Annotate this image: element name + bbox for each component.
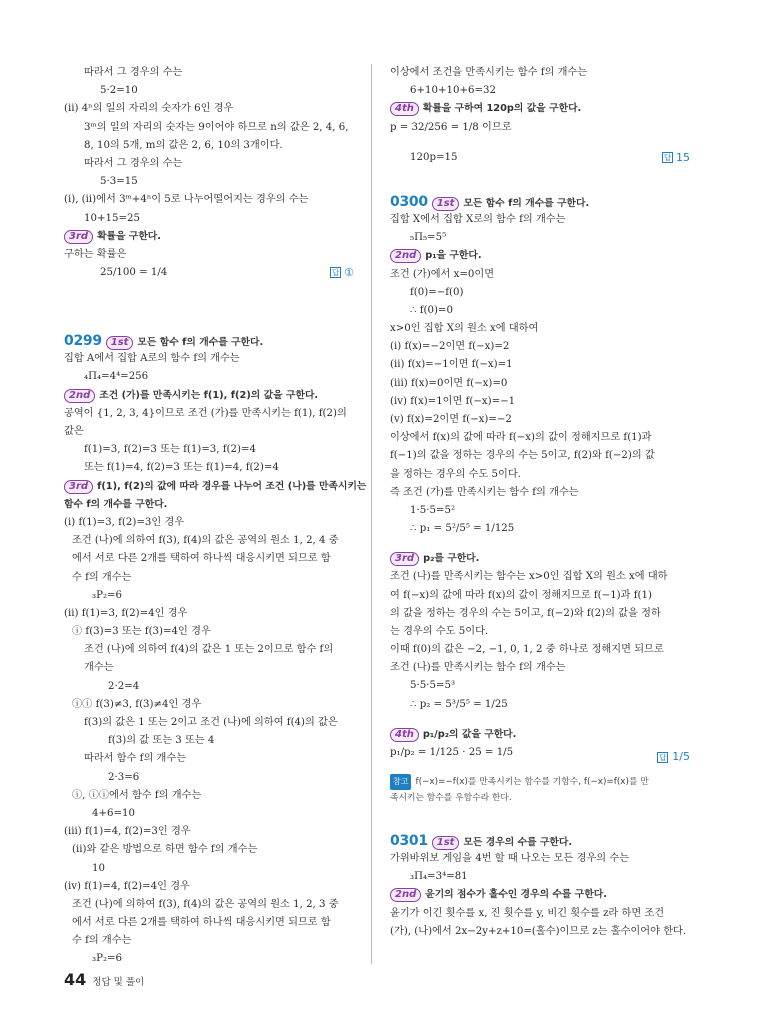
problem-number: 0301 bbox=[390, 832, 428, 849]
text-line: 조건 (나)에 의하여 f(3), f(4)의 값은 공역의 원소 1, 2, 4 중 bbox=[72, 535, 339, 547]
fraction-equation: 25/100 = 1/4 bbox=[100, 267, 168, 279]
text-line: 조건 (나)에 의하여 f(3), f(4)의 값은 공역의 원소 1, 2, 3 중 bbox=[72, 898, 339, 910]
step-badge: 3rd bbox=[64, 230, 93, 244]
problem-heading bbox=[390, 193, 690, 211]
case-heading: (ii) 4ⁿ의 일의 자리의 숫자가 6인 경우 bbox=[64, 103, 234, 115]
text-line: 이상에서 조건을 만족시키는 함수 f의 개수는 bbox=[390, 67, 588, 78]
case-heading: (i) f(1)=3, f(2)=3인 경우 bbox=[64, 516, 185, 528]
text-line: 집합 X에서 집합 X로의 함수 f의 개수는 bbox=[390, 213, 566, 225]
math-line: 5·3=15 bbox=[100, 176, 138, 188]
note-line bbox=[390, 774, 690, 790]
answer bbox=[662, 149, 690, 167]
text-line: 는 경우의 수도 5이다. bbox=[390, 625, 489, 637]
note-line: 족시키는 함수를 우함수라 한다. bbox=[390, 792, 512, 803]
step-text: 확률을 구하여 120p의 값을 구한다. bbox=[422, 103, 582, 115]
note-text: f(−x)=−f(x)를 만족시키는 함수를 기함수, f(−x)=f(x)를 만 bbox=[415, 776, 649, 787]
step-badge: 4th bbox=[390, 728, 419, 742]
step-text: 모든 함수 f의 개수를 구한다. bbox=[463, 197, 590, 209]
answer-value: ① bbox=[344, 266, 354, 280]
text-line: 값은 bbox=[64, 426, 84, 437]
step-text: p₂를 구한다. bbox=[423, 553, 480, 565]
answer bbox=[330, 264, 354, 282]
step-badge: 2nd bbox=[64, 389, 95, 403]
math-line: 5·5·5=5³ bbox=[410, 680, 456, 692]
math-line: 6+10+10+6=32 bbox=[410, 85, 496, 97]
text-line: 조건 (나)를 만족시키는 함수 f의 개수는 bbox=[390, 662, 566, 674]
text-line: 구하는 확률은 bbox=[64, 248, 127, 260]
problem-heading bbox=[64, 332, 354, 350]
math-line: ₄Π₄=4⁴=256 bbox=[84, 371, 149, 383]
step-text: 모든 경우의 수를 구한다. bbox=[463, 836, 573, 848]
case-heading: (ii) f(1)=3, f(2)=4인 경우 bbox=[64, 607, 188, 619]
step-badge: 1st bbox=[432, 836, 460, 850]
math-line: 2·3=6 bbox=[108, 771, 140, 783]
text-line: ⓘ, ⓘⓘ에서 함수 f의 개수는 bbox=[72, 789, 202, 801]
step-text: 확률을 구한다. bbox=[97, 230, 161, 242]
column-divider bbox=[371, 64, 372, 964]
step-text: p₁/p₂의 값을 구한다. bbox=[422, 728, 517, 740]
problem-number: 0300 bbox=[390, 193, 428, 210]
text-line: (ii)와 같은 방법으로 하면 함수 f의 개수는 bbox=[72, 844, 258, 856]
text-line: f(3)의 값은 1 또는 2이고 조건 (나)에 의하여 f(4)의 값은 bbox=[84, 717, 338, 728]
text-line: 여 f(−x)의 값에 따라 f(x)의 값이 정해지므로 f(−1)과 f(1) bbox=[390, 589, 652, 601]
text-line: 을 정하는 경우의 수도 5이다. bbox=[390, 468, 521, 480]
step-heading bbox=[390, 247, 690, 265]
text-line: 집합 A에서 집합 A로의 함수 f의 개수는 bbox=[64, 353, 240, 365]
text-line: 3ᵐ의 일의 자리의 숫자는 9이어야 하므로 n의 값은 2, 4, 6, bbox=[84, 121, 349, 133]
text-line: 따라서 함수 f의 개수는 bbox=[84, 753, 187, 765]
text-line: 개수는 bbox=[84, 662, 114, 674]
step-badge: 3rd bbox=[390, 552, 419, 566]
math-line bbox=[390, 744, 690, 774]
step-badge: 2nd bbox=[390, 888, 421, 902]
math-line: ∴ p₁ = 5²/5⁵ = 1/125 bbox=[410, 523, 515, 535]
text-line: (가), (나)에서 2x−2y+z+10=(홀수)이므로 z는 홀수이어야 한다. bbox=[390, 925, 687, 937]
step-text-continued: 함수 f의 개수를 구한다. bbox=[64, 498, 168, 510]
math-line: 2·2=4 bbox=[108, 680, 140, 692]
math-line bbox=[64, 264, 354, 294]
math-line: 5·2=10 bbox=[100, 85, 138, 97]
case-line: (v) f(x)=2이면 f(−x)=−2 bbox=[390, 414, 512, 425]
math-line: f(0)=−f(0) bbox=[410, 286, 464, 298]
math-line: f(1)=3, f(2)=3 또는 f(1)=3, f(2)=4 bbox=[84, 444, 256, 456]
text-line: f(−1)의 값을 정하는 경우의 수는 5이고, f(2)와 f(−2)의 값 bbox=[390, 450, 655, 462]
text-line: 공역이 {1, 2, 3, 4}이므로 조건 (가)를 만족시키는 f(1), f(2)의 bbox=[64, 407, 347, 419]
step-badge: 1st bbox=[106, 336, 134, 350]
answer-mark-icon: 답 bbox=[659, 752, 667, 762]
math-line: ₃P₂=6 bbox=[92, 953, 123, 965]
step-heading bbox=[64, 228, 354, 246]
step-heading bbox=[64, 387, 354, 405]
math-line: 1·5·5=5² bbox=[410, 504, 456, 516]
case-line: (i) f(x)=−2이면 f(−x)=2 bbox=[390, 341, 510, 353]
right-column bbox=[390, 64, 690, 941]
math-line: 10 bbox=[92, 862, 105, 874]
case-heading: (iii) f(1)=4, f(2)=3인 경우 bbox=[64, 826, 191, 838]
text-line: 이때 f(0)의 값은 −2, −1, 0, 1, 2 중 하나로 정해지면 되므로 bbox=[390, 644, 664, 656]
text-line: 즉 조건 (가)를 만족시키는 함수 f의 개수는 bbox=[390, 486, 579, 498]
text-line: 8, 10의 5개, m의 값은 2, 6, 10의 3개이다. bbox=[84, 139, 283, 151]
left-column bbox=[64, 64, 367, 969]
step-text: f(1), f(2)의 값에 따라 경우를 나누어 조건 (나)를 만족시키는 bbox=[97, 480, 367, 492]
text-line: 이상에서 f(x)의 값에 따라 f(−x)의 값이 정해지므로 f(1)과 bbox=[390, 432, 652, 444]
step-heading bbox=[390, 886, 690, 904]
text-line: 따라서 그 경우의 수는 bbox=[84, 157, 183, 169]
text-line: 따라서 그 경우의 수는 bbox=[84, 67, 183, 78]
text-line: 윤기가 이긴 횟수를 x, 진 횟수를 y, 비긴 횟수를 z라 하면 조건 bbox=[390, 907, 665, 919]
step-heading bbox=[390, 726, 690, 744]
math-line bbox=[390, 149, 690, 167]
subcase-heading: ⓘⓘ f(3)≠3, f(3)≠4인 경우 bbox=[72, 698, 202, 710]
problem-number: 0299 bbox=[64, 333, 102, 350]
text-line: 에서 서로 다른 2개를 택하여 하나씩 대응시키면 되므로 함 bbox=[72, 553, 331, 565]
math-line: 또는 f(1)=4, f(2)=3 또는 f(1)=4, f(2)=4 bbox=[84, 462, 279, 474]
answer bbox=[657, 744, 690, 770]
result: 120p=15 bbox=[410, 151, 458, 163]
step-badge: 3rd bbox=[64, 480, 93, 494]
reference-note bbox=[390, 774, 690, 806]
text-line: 조건 (나)를 만족시키는 함수는 x>0인 집합 X의 원소 x에 대하 bbox=[390, 571, 668, 583]
footer-label: 정답 및 풀이 bbox=[92, 977, 145, 988]
step-heading bbox=[390, 100, 690, 118]
answer-mark-icon: 답 bbox=[663, 152, 672, 162]
math-line: 10+15=25 bbox=[84, 212, 140, 224]
text-line: f(3)의 값 또는 3 또는 4 bbox=[108, 735, 215, 747]
ratio-equation: p₁/p₂ = 1/125 · 25 = 1/5 bbox=[390, 746, 514, 758]
step-heading bbox=[64, 478, 367, 496]
text-line: (i), (ii)에서 3ᵐ+4ⁿ이 5로 나누어떨어지는 경우의 수는 bbox=[64, 194, 309, 206]
step-badge: 1st bbox=[432, 197, 460, 211]
math-line: ∴ p₂ = 5³/5⁵ = 1/25 bbox=[410, 698, 508, 710]
text-line: 에서 서로 다른 2개를 택하여 하나씩 대응시키면 되므로 함 bbox=[72, 917, 331, 929]
case-line: (iii) f(x)=0이면 f(−x)=0 bbox=[390, 377, 508, 389]
math-line: p = 32/256 = 1/8 이므로 bbox=[390, 121, 512, 133]
text-line: 수 f의 개수는 bbox=[72, 935, 132, 947]
math-line: 4+6=10 bbox=[92, 807, 135, 819]
step-heading bbox=[390, 550, 690, 568]
step-badge: 2nd bbox=[390, 249, 421, 263]
math-line: ₃Π₄=3⁴=81 bbox=[410, 871, 468, 883]
answer-value: 15 bbox=[676, 150, 690, 164]
text-line: x>0인 집합 X의 원소 x에 대하여 bbox=[390, 323, 539, 335]
math-line: ∴ f(0)=0 bbox=[410, 304, 453, 316]
step-text: 모든 함수 f의 개수를 구한다. bbox=[137, 337, 264, 349]
math-line: ₃P₂=6 bbox=[92, 589, 123, 601]
case-line: (iv) f(x)=1이면 f(−x)=−1 bbox=[390, 395, 516, 407]
answer-value: 1/5 bbox=[672, 749, 690, 763]
page-footer bbox=[64, 970, 144, 989]
step-text: 윤기의 점수가 홀수인 경우의 수를 구한다. bbox=[425, 889, 607, 901]
case-line: (ii) f(x)=−1이면 f(−x)=1 bbox=[390, 359, 513, 371]
problem-heading bbox=[390, 832, 690, 850]
case-heading: (iv) f(1)=4, f(2)=4인 경우 bbox=[64, 880, 190, 892]
page-number: 44 bbox=[64, 970, 87, 989]
text-line: 의 값을 정하는 경우의 수는 5이고, f(−2)와 f(2)의 값을 정하 bbox=[390, 607, 661, 619]
text-line: 조건 (나)에 의하여 f(4)의 값은 1 또는 2이므로 함수 f의 bbox=[84, 644, 334, 656]
step-badge: 4th bbox=[390, 102, 419, 116]
math-line: ₅Π₅=5⁵ bbox=[410, 232, 447, 244]
answer-mark-icon: 답 bbox=[332, 268, 340, 278]
step-text: 조건 (가)를 만족시키는 f(1), f(2)의 값을 구한다. bbox=[99, 389, 319, 401]
note-tag: 참고 bbox=[390, 774, 411, 790]
step-text: p₁을 구한다. bbox=[425, 250, 482, 262]
text-line: 수 f의 개수는 bbox=[72, 571, 132, 583]
text-line: 조건 (가)에서 x=0이면 bbox=[390, 268, 495, 280]
subcase-heading: ⓘ f(3)=3 또는 f(3)=4인 경우 bbox=[72, 626, 211, 638]
text-line: 가위바위보 게임을 4번 할 때 나오는 모든 경우의 수는 bbox=[390, 853, 630, 864]
